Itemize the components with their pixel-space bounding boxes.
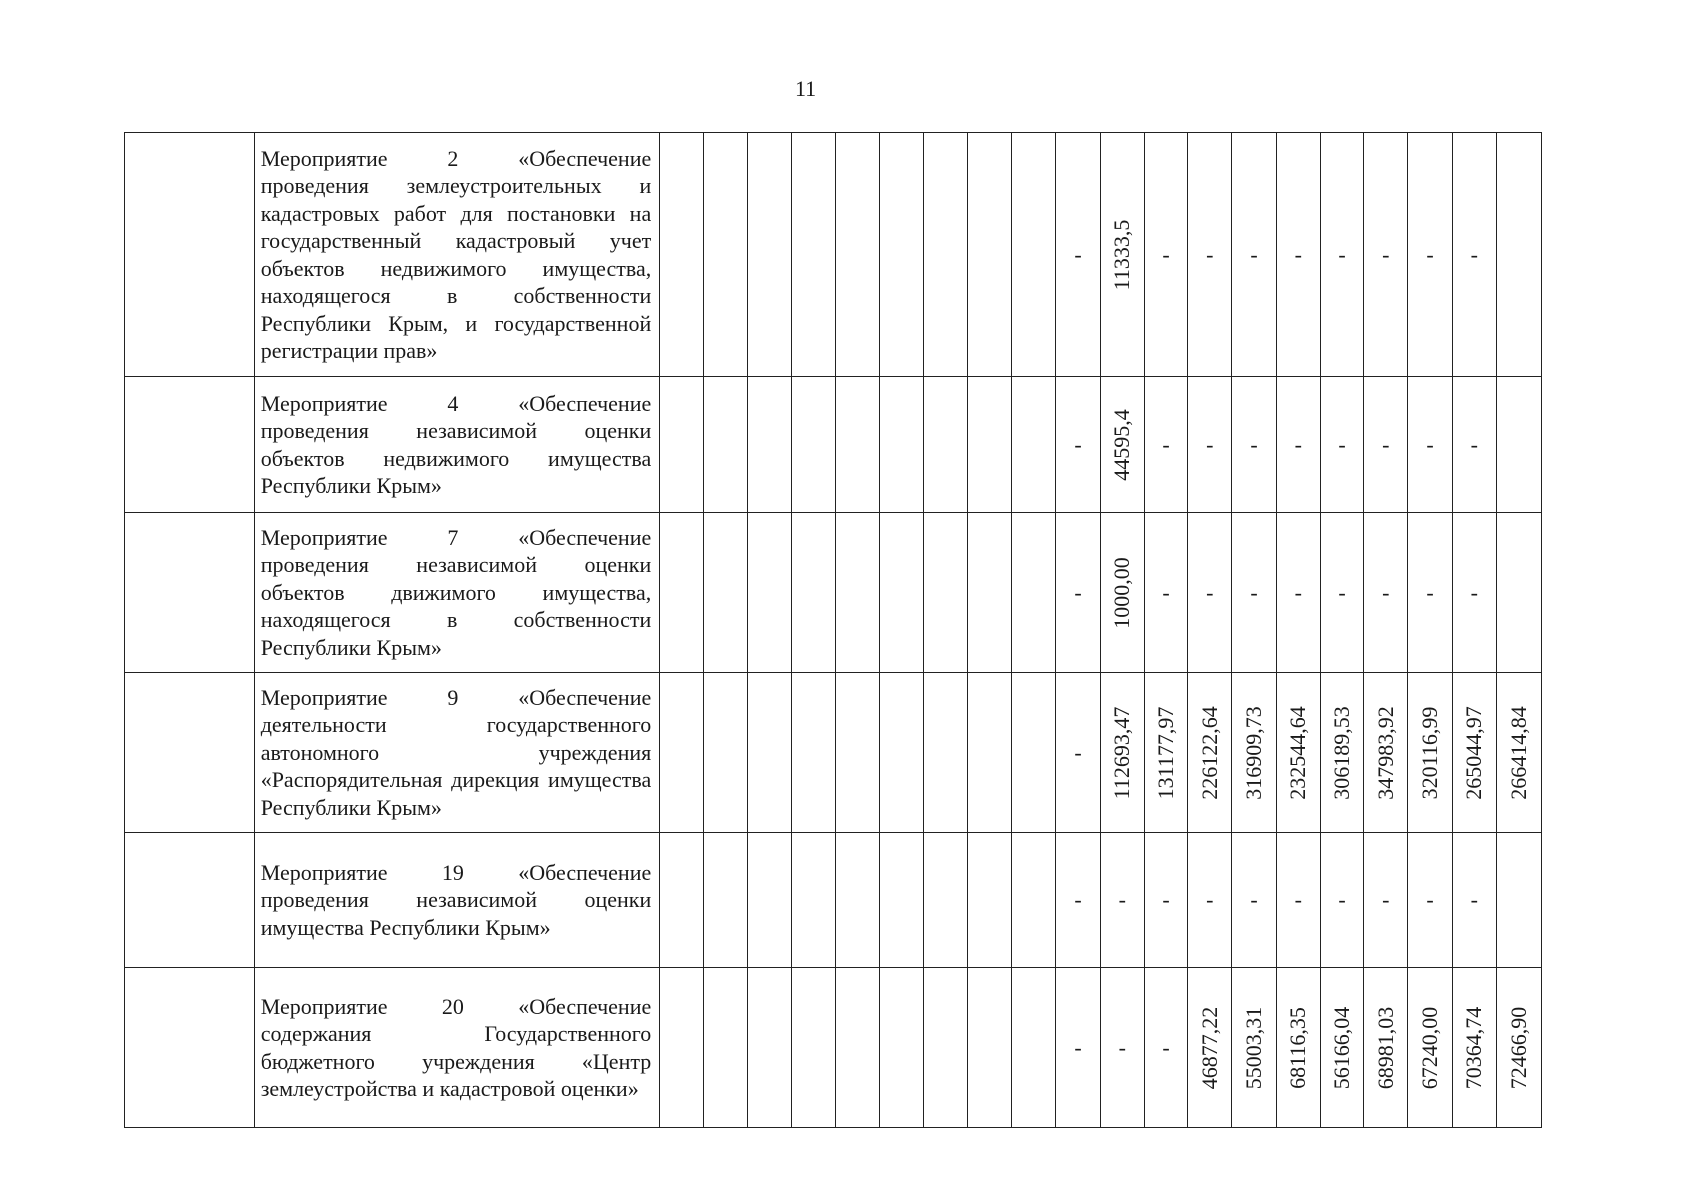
empty-cell bbox=[880, 377, 923, 513]
funding-value: 68981,03 bbox=[1372, 1006, 1398, 1089]
value-cell bbox=[1496, 833, 1541, 968]
empty-cell bbox=[880, 673, 923, 833]
empty-cell bbox=[1012, 833, 1056, 968]
funding-value: 11333,5 bbox=[1109, 219, 1135, 290]
funding-value: 131177,97 bbox=[1153, 706, 1179, 799]
funding-value: 44595,4 bbox=[1109, 408, 1135, 481]
empty-value-dash: - bbox=[1426, 579, 1434, 605]
empty-cell bbox=[747, 833, 791, 968]
empty-cell bbox=[1012, 513, 1056, 673]
empty-cell bbox=[880, 513, 923, 673]
empty-cell bbox=[923, 968, 967, 1128]
empty-cell bbox=[660, 968, 704, 1128]
empty-value-dash: - bbox=[1162, 241, 1170, 267]
empty-value-dash: - bbox=[1470, 241, 1478, 267]
funding-value: 226122,64 bbox=[1196, 705, 1222, 800]
value-cell bbox=[1188, 377, 1232, 513]
value-cell bbox=[1056, 968, 1100, 1128]
activity-description: Мероприятие 20 «Обеспечение содержания Государственного бюджетного учреждения «Центр землеустройства и кадастровой оценки» bbox=[254, 968, 660, 1128]
empty-cell bbox=[791, 377, 835, 513]
empty-cell bbox=[704, 133, 747, 377]
funding-value: 1000,00 bbox=[1109, 556, 1135, 629]
value-cell bbox=[1232, 513, 1276, 673]
empty-value-dash: - bbox=[1382, 241, 1390, 267]
empty-cell bbox=[880, 968, 923, 1128]
value-cell bbox=[1320, 833, 1363, 968]
empty-cell bbox=[967, 833, 1011, 968]
activity-description: Мероприятие 7 «Обеспечение проведения независимой оценки объектов движимого имущества, находящегося в собственности Республики Крым» bbox=[254, 513, 660, 673]
activity-description: Мероприятие 4 «Обеспечение проведения независимой оценки объектов недвижимого имущества Республики Крым» bbox=[254, 377, 660, 513]
value-cell bbox=[1320, 968, 1363, 1128]
value-cell bbox=[1452, 833, 1496, 968]
empty-value-dash: - bbox=[1206, 887, 1214, 912]
empty-cell bbox=[660, 513, 704, 673]
empty-cell bbox=[704, 673, 747, 833]
empty-cell bbox=[1012, 133, 1056, 377]
empty-cell bbox=[791, 968, 835, 1128]
empty-value-dash: - bbox=[1162, 579, 1170, 605]
value-cell bbox=[1056, 377, 1100, 513]
value-cell bbox=[1056, 133, 1100, 377]
value-cell bbox=[1276, 673, 1320, 833]
value-cell bbox=[1144, 673, 1187, 833]
activity-description: Мероприятие 9 «Обеспечение деятельности государственного автономного учреждения «Распорядительная дирекция имущества Республики Крым» bbox=[254, 673, 660, 833]
value-cell bbox=[1144, 833, 1187, 968]
empty-value-dash: - bbox=[1206, 579, 1214, 605]
value-cell bbox=[1276, 833, 1320, 968]
activity-description: Мероприятие 2 «Обеспечение проведения землеустроительных и кадастровых работ для постановки на государственный кадастровый учет объектов недвижимого имущества, находящегося в собственности Республики Крым, и государственной регистрации прав» bbox=[254, 133, 660, 377]
value-cell bbox=[1496, 968, 1541, 1128]
empty-cell bbox=[1012, 377, 1056, 513]
empty-cell bbox=[967, 673, 1011, 833]
empty-cell bbox=[1012, 673, 1056, 833]
value-cell bbox=[1364, 377, 1408, 513]
value-cell bbox=[1100, 133, 1144, 377]
empty-value-dash: - bbox=[1426, 241, 1434, 267]
value-cell bbox=[1408, 513, 1452, 673]
empty-value-dash: - bbox=[1250, 431, 1258, 457]
table-row bbox=[125, 133, 1600, 377]
value-cell bbox=[1188, 968, 1232, 1128]
funding-value: 316909,73 bbox=[1241, 705, 1267, 800]
table-row bbox=[125, 513, 1600, 673]
empty-value-dash: - bbox=[1294, 579, 1302, 605]
value-cell bbox=[1364, 513, 1408, 673]
value-cell bbox=[1188, 513, 1232, 673]
value-cell bbox=[1056, 513, 1100, 673]
empty-value-dash: - bbox=[1338, 241, 1346, 267]
value-cell bbox=[1056, 833, 1100, 968]
funding-value: 55003,31 bbox=[1241, 1006, 1267, 1089]
value-cell bbox=[1100, 377, 1144, 513]
empty-value-dash: - bbox=[1118, 1034, 1126, 1060]
empty-cell bbox=[923, 833, 967, 968]
funding-value: 70364,74 bbox=[1461, 1006, 1487, 1089]
row-number-cell bbox=[125, 133, 255, 377]
empty-cell bbox=[791, 133, 835, 377]
value-cell bbox=[1364, 833, 1408, 968]
empty-value-dash: - bbox=[1074, 739, 1082, 765]
funding-value: 68116,35 bbox=[1285, 1006, 1311, 1089]
value-cell bbox=[1276, 377, 1320, 513]
empty-cell bbox=[967, 133, 1011, 377]
empty-cell bbox=[880, 133, 923, 377]
value-cell bbox=[1496, 513, 1541, 673]
empty-cell bbox=[967, 513, 1011, 673]
value-cell bbox=[1452, 673, 1496, 833]
table-row bbox=[125, 968, 1600, 1128]
empty-cell bbox=[660, 833, 704, 968]
value-cell bbox=[1452, 968, 1496, 1128]
empty-cell bbox=[836, 673, 880, 833]
value-cell bbox=[1188, 833, 1232, 968]
funding-value: 67240,00 bbox=[1416, 1006, 1442, 1089]
empty-cell bbox=[704, 968, 747, 1128]
empty-cell bbox=[967, 968, 1011, 1128]
empty-cell bbox=[660, 133, 704, 377]
empty-value-dash: - bbox=[1074, 431, 1082, 457]
empty-value-dash: - bbox=[1074, 241, 1082, 267]
value-cell bbox=[1188, 133, 1232, 377]
value-cell bbox=[1408, 673, 1452, 833]
empty-cell bbox=[1012, 968, 1056, 1128]
value-cell bbox=[1408, 377, 1452, 513]
value-cell bbox=[1188, 673, 1232, 833]
empty-value-dash: - bbox=[1074, 579, 1082, 605]
empty-cell bbox=[791, 513, 835, 673]
value-cell bbox=[1408, 133, 1452, 377]
funding-value: 232544,64 bbox=[1285, 705, 1311, 800]
empty-value-dash: - bbox=[1426, 431, 1434, 457]
value-cell bbox=[1320, 673, 1363, 833]
empty-cell bbox=[791, 833, 835, 968]
empty-value-dash: - bbox=[1206, 431, 1214, 457]
value-cell bbox=[1232, 833, 1276, 968]
value-cell bbox=[1276, 513, 1320, 673]
empty-cell bbox=[704, 377, 747, 513]
empty-cell bbox=[660, 673, 704, 833]
value-cell bbox=[1496, 673, 1541, 833]
empty-cell bbox=[747, 133, 791, 377]
value-cell bbox=[1496, 377, 1541, 513]
value-cell bbox=[1100, 513, 1144, 673]
row-number-cell bbox=[125, 968, 255, 1128]
funding-value: 46877,22 bbox=[1196, 1006, 1222, 1089]
empty-cell bbox=[836, 833, 880, 968]
value-cell bbox=[1364, 133, 1408, 377]
value-cell bbox=[1452, 377, 1496, 513]
empty-value-dash: - bbox=[1250, 579, 1258, 605]
empty-value-dash: - bbox=[1294, 887, 1302, 912]
value-cell bbox=[1320, 377, 1363, 513]
funding-value: 72466,90 bbox=[1506, 1006, 1531, 1089]
table-row bbox=[125, 377, 1600, 513]
empty-value-dash: - bbox=[1294, 241, 1302, 267]
value-cell bbox=[1144, 968, 1187, 1128]
value-cell bbox=[1144, 133, 1187, 377]
empty-value-dash: - bbox=[1162, 887, 1170, 912]
value-cell bbox=[1364, 968, 1408, 1128]
empty-value-dash: - bbox=[1470, 431, 1478, 457]
empty-value-dash: - bbox=[1338, 887, 1346, 912]
row-number-cell bbox=[125, 833, 255, 968]
value-cell bbox=[1364, 673, 1408, 833]
empty-value-dash: - bbox=[1382, 579, 1390, 605]
empty-cell bbox=[747, 377, 791, 513]
empty-value-dash: - bbox=[1206, 241, 1214, 267]
value-cell bbox=[1276, 133, 1320, 377]
value-cell bbox=[1276, 968, 1320, 1128]
empty-cell bbox=[836, 513, 880, 673]
empty-value-dash: - bbox=[1294, 431, 1302, 457]
empty-cell bbox=[923, 513, 967, 673]
empty-value-dash: - bbox=[1470, 579, 1478, 605]
empty-value-dash: - bbox=[1074, 887, 1082, 912]
value-cell bbox=[1452, 513, 1496, 673]
value-cell bbox=[1144, 513, 1187, 673]
empty-cell bbox=[923, 133, 967, 377]
row-number-cell bbox=[125, 673, 255, 833]
empty-value-dash: - bbox=[1162, 431, 1170, 457]
value-cell bbox=[1056, 673, 1100, 833]
empty-cell bbox=[747, 968, 791, 1128]
activity-description: Мероприятие 19 «Обеспечение проведения независимой оценки имущества Республики Крым» bbox=[254, 833, 660, 968]
funding-value: 306189,53 bbox=[1329, 705, 1354, 800]
value-cell bbox=[1100, 833, 1144, 968]
empty-value-dash: - bbox=[1426, 887, 1434, 912]
empty-value-dash: - bbox=[1382, 887, 1390, 912]
table-row bbox=[125, 833, 1600, 968]
funding-value: 56166,04 bbox=[1329, 1006, 1354, 1089]
funding-value: 320116,99 bbox=[1416, 706, 1442, 799]
empty-value-dash: - bbox=[1250, 887, 1258, 912]
funding-value: 347983,92 bbox=[1372, 705, 1398, 800]
empty-cell bbox=[880, 833, 923, 968]
funding-value: 112693,47 bbox=[1109, 706, 1135, 799]
empty-value-dash: - bbox=[1382, 431, 1390, 457]
empty-value-dash: - bbox=[1162, 1034, 1170, 1060]
empty-value-dash: - bbox=[1338, 579, 1346, 605]
budget-table bbox=[124, 132, 1600, 1128]
empty-cell bbox=[836, 133, 880, 377]
empty-cell bbox=[704, 833, 747, 968]
row-number-cell bbox=[125, 513, 255, 673]
empty-cell bbox=[660, 377, 704, 513]
value-cell bbox=[1496, 133, 1541, 377]
empty-cell bbox=[836, 377, 880, 513]
value-cell bbox=[1320, 513, 1363, 673]
value-cell bbox=[1232, 377, 1276, 513]
empty-cell bbox=[747, 513, 791, 673]
funding-value: 266414,84 bbox=[1506, 705, 1531, 800]
empty-value-dash: - bbox=[1338, 431, 1346, 457]
table-row bbox=[125, 673, 1600, 833]
page-number: 11 bbox=[795, 76, 817, 101]
funding-value: 265044,97 bbox=[1461, 705, 1487, 800]
value-cell bbox=[1408, 833, 1452, 968]
value-cell bbox=[1144, 377, 1187, 513]
value-cell bbox=[1320, 133, 1363, 377]
empty-value-dash: - bbox=[1470, 887, 1478, 912]
empty-cell bbox=[747, 673, 791, 833]
value-cell bbox=[1408, 968, 1452, 1128]
empty-value-dash: - bbox=[1074, 1034, 1082, 1060]
value-cell bbox=[1232, 133, 1276, 377]
empty-cell bbox=[704, 513, 747, 673]
value-cell bbox=[1100, 968, 1144, 1128]
empty-cell bbox=[923, 673, 967, 833]
empty-cell bbox=[923, 377, 967, 513]
value-cell bbox=[1232, 968, 1276, 1128]
empty-cell bbox=[836, 968, 880, 1128]
value-cell bbox=[1452, 133, 1496, 377]
value-cell bbox=[1232, 673, 1276, 833]
empty-value-dash: - bbox=[1118, 887, 1126, 912]
row-number-cell bbox=[125, 377, 255, 513]
empty-value-dash: - bbox=[1250, 241, 1258, 267]
empty-cell bbox=[791, 673, 835, 833]
empty-cell bbox=[967, 377, 1011, 513]
value-cell bbox=[1100, 673, 1144, 833]
